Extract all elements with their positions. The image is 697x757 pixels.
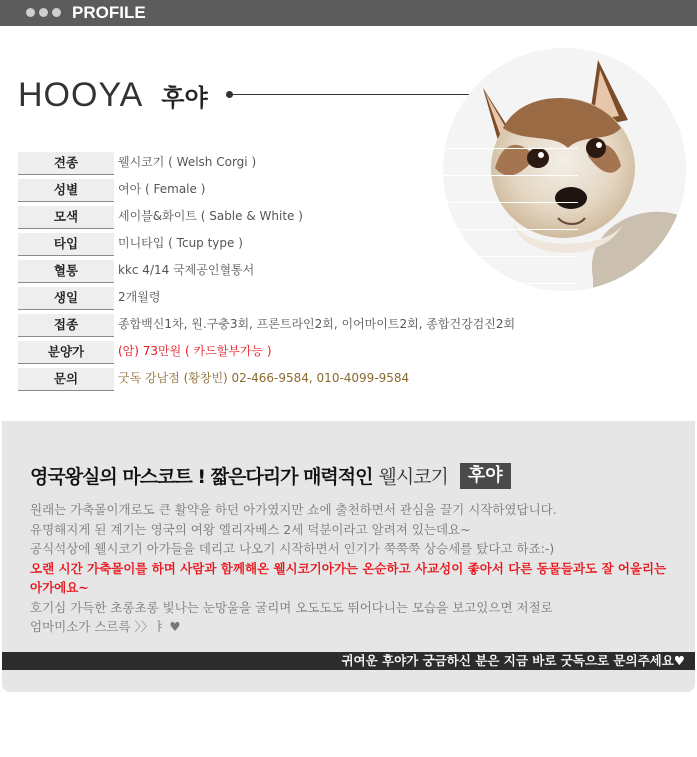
spec-row bbox=[18, 148, 578, 175]
dog-name-korean: 후야 bbox=[161, 84, 208, 112]
spec-row bbox=[18, 310, 578, 337]
spec-row bbox=[18, 283, 578, 310]
intro-title bbox=[30, 462, 511, 489]
spec-row bbox=[18, 364, 578, 391]
dog-name-english: HOOYA bbox=[18, 76, 144, 114]
spec-label: 분양가 bbox=[18, 341, 114, 364]
spec-label: 모색 bbox=[18, 206, 114, 229]
spec-value: 종합백신1차, 원.구충3회, 프론트라인2회, 이어마이트2회, 종합건강검진2회 bbox=[118, 317, 516, 331]
spec-row bbox=[18, 337, 578, 364]
spec-label: 문의 bbox=[18, 368, 114, 391]
intro-paragraph: 공식석상에 웰시코기 아가들을 데리고 나오기 시작하면서 인기가 쭉쭉쭉 상승세를 탔다고 하죠:-) bbox=[30, 541, 555, 556]
spec-row bbox=[18, 256, 578, 283]
intro-title-breed: 웰시코기 bbox=[378, 466, 448, 488]
intro-paragraph: 유명해지게 된 계기는 영국의 여왕 엘리자베스 2세 덕분이라고 알려져 있는데요~ bbox=[30, 521, 471, 537]
spec-value: (암) 73만원 ( 카드할부가능 ) bbox=[118, 344, 272, 358]
spec-value: 세이블&화이트 ( Sable & White ) bbox=[118, 209, 303, 223]
intro-paragraph: 원래는 가축몰이개로도 큰 활약을 하던 아가였지만 쇼에 출천하면서 관심을 끌기 시작하였답니다. bbox=[30, 502, 557, 517]
contact-cta-text: 귀여운 후야가 궁금하신 분은 지금 바로 굿독으로 문의주세요♥ bbox=[341, 653, 685, 668]
spec-table bbox=[18, 148, 578, 391]
name-rule-line bbox=[229, 94, 479, 95]
profile-header-bar bbox=[0, 0, 697, 26]
spec-label: 타입 bbox=[18, 233, 114, 256]
dog-name bbox=[18, 76, 208, 115]
spec-value: 미니타입 ( Tcup type ) bbox=[118, 236, 243, 250]
intro-closing: 엄마미소가 스르륵 〉〉ㅑ ♥ bbox=[30, 619, 181, 634]
spec-label: 접종 bbox=[18, 314, 114, 337]
intro-title-strong: 영국왕실의 마스코트 ! 짧은다리가 매력적인 bbox=[30, 466, 373, 488]
spec-row bbox=[18, 229, 578, 256]
dot-icon bbox=[26, 8, 35, 17]
spec-value: 굿독 강남점 (황창빈) 02-466-9584, 010-4099-9584 bbox=[118, 371, 410, 385]
spec-label: 혈통 bbox=[18, 260, 114, 283]
contact-cta-bar bbox=[2, 652, 695, 670]
intro-closing: 호기심 가득한 초롱초롱 빛나는 눈망울을 굴리며 오도도도 뛰어다니는 모습을 보고있으면 저절로 bbox=[30, 599, 553, 615]
header-title: PROFILE bbox=[72, 3, 146, 22]
dot-icon bbox=[52, 8, 61, 17]
spec-label: 생일 bbox=[18, 287, 114, 310]
spec-label: 성별 bbox=[18, 179, 114, 202]
spec-value: 여아 ( Female ) bbox=[118, 182, 206, 196]
spec-value: 웰시코기 ( Welsh Corgi ) bbox=[118, 155, 257, 169]
intro-body bbox=[30, 500, 670, 637]
intro-title-name-tag: 후야 bbox=[460, 463, 511, 489]
spec-value: kkc 4/14 국제공인혈통서 bbox=[118, 263, 255, 277]
intro-highlight: 오랜 시간 가축몰이를 하며 사람과 함께해온 웰시코기아가는 온순하고 사교성이 좋아서 다른 동물들과도 잘 어울리는 아가에요~ bbox=[30, 560, 667, 595]
header-dots bbox=[26, 8, 61, 18]
dot-icon bbox=[39, 8, 48, 17]
spec-value: 2개월령 bbox=[118, 290, 161, 304]
spec-row bbox=[18, 202, 578, 229]
spec-label: 견종 bbox=[18, 152, 114, 175]
spec-row bbox=[18, 175, 578, 202]
